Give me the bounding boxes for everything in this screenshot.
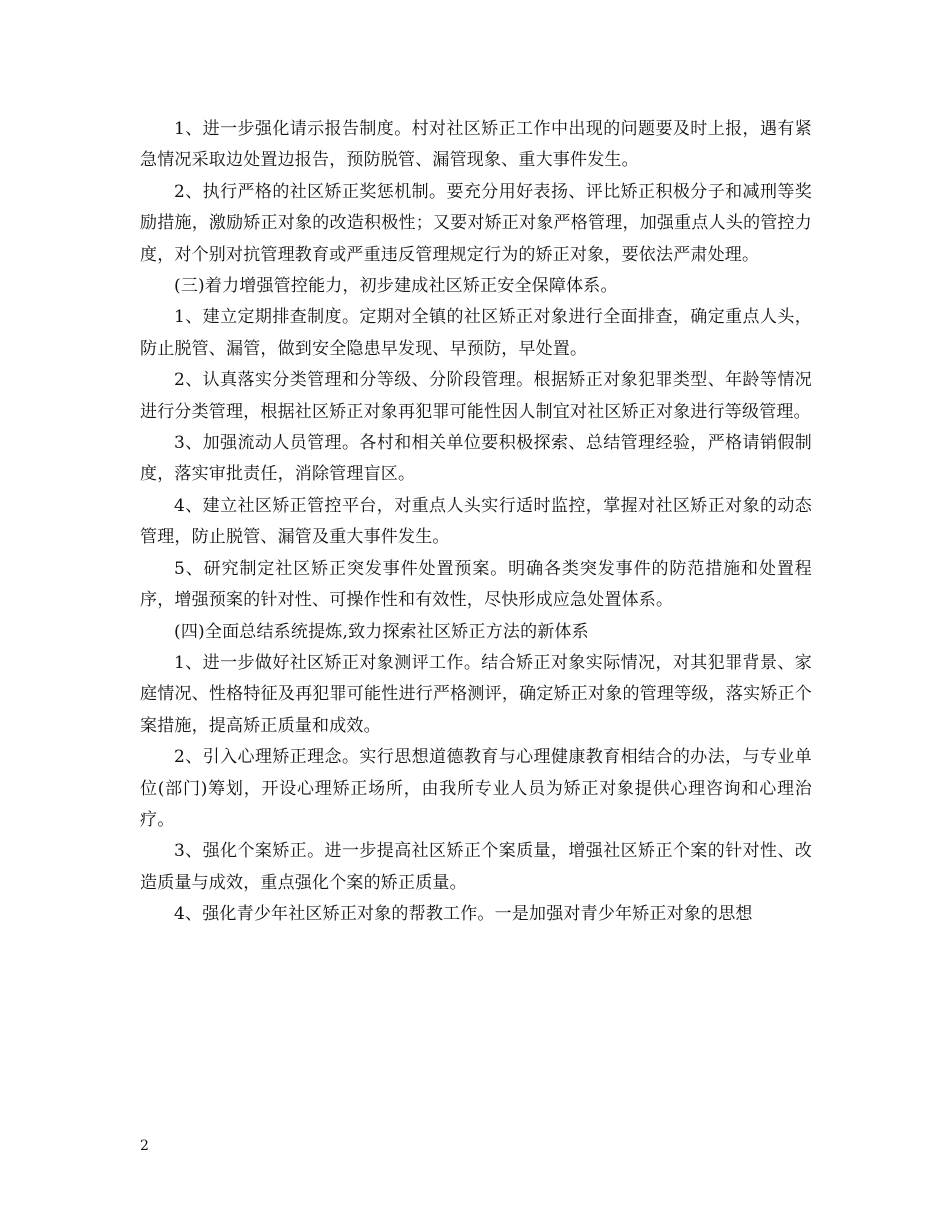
paragraph-10: 3、强化个案矫正。进一步提高社区矫正个案质量，增强社区矫正个案的针对性、改造质量与成效，重点强化个案的矫正质量。 [140,841,812,893]
paragraph-11: 4、强化青少年社区矫正对象的帮教工作。一是加强对青少年矫正对象的思想 [174,904,753,925]
paragraph-6: 4、建立社区矫正管控平台，对重点人头实行适时监控，掌握对社区矫正对象的动态管理，防止脱管、漏管及重大事件发生。 [140,495,812,548]
paragraph-1: 1、进一步强化请示报告制度。村对社区矫正工作中出现的问题要及时上报，遇有紧急情况采取边处置边报告，预防脱管、漏管现象、重大事件发生。 [140,119,812,171]
section-heading-4: (四)全面总结系统提炼,致力探索社区矫正方法的新体系 [174,621,589,642]
paragraph-8: 1、进一步做好社区矫正对象测评工作。结合矫正对象实际情况，对其犯罪背景、家庭情况、性格特征及再犯罪可能性进行严格测评，确定矫正对象的管理等级，落实矫正个案措施，提高矫正质量和成效。 [140,652,812,736]
document-body [140,114,812,931]
paragraph-5: 3、加强流动人员管理。各村和相关单位要积极探索、总结管理经验，严格请销假制度，落实审批责任，消除管理盲区。 [140,433,812,485]
paragraph-4: 2、认真落实分类管理和分等级、分阶段管理。根据矫正对象犯罪类型、年龄等情况进行分类管理，根据社区矫正对象再犯罪可能性因人制宜对社区矫正对象进行等级管理。 [140,370,812,422]
page-number: 2 [140,1138,149,1154]
section-heading-3: (三)着力增强管控能力，初步建成社区矫正安全保障体系。 [174,276,618,297]
paragraph-7: 5、研究制定社区矫正突发事件处置预案。明确各类突发事件的防范措施和处置程序，增强预案的针对性、可操作性和有效性，尽快形成应急处置体系。 [140,558,812,611]
paragraph-9: 2、引入心理矫正理念。实行思想道德教育与心理健康教育相结合的办法，与专业单位(部门)筹划，开设心理矫正场所，由我所专业人员为矫正对象提供心理咨询和心理治疗。 [140,747,812,830]
paragraph-2: 2、执行严格的社区矫正奖惩机制。要充分用好表扬、评比矫正积极分子和减刑等奖励措施，激励矫正对象的改造积极性；又要对矫正对象严格管理，加强重点人头的管控力度，对个别对抗管理教育或严重违反管理规定行为的矫正对象，要依法严肃处理。 [140,181,812,265]
paragraph-3: 1、建立定期排查制度。定期对全镇的社区矫正对象进行全面排查，确定重点人头，防止脱管、漏管，做到安全隐患早发现、早预防，早处置。 [140,307,812,359]
